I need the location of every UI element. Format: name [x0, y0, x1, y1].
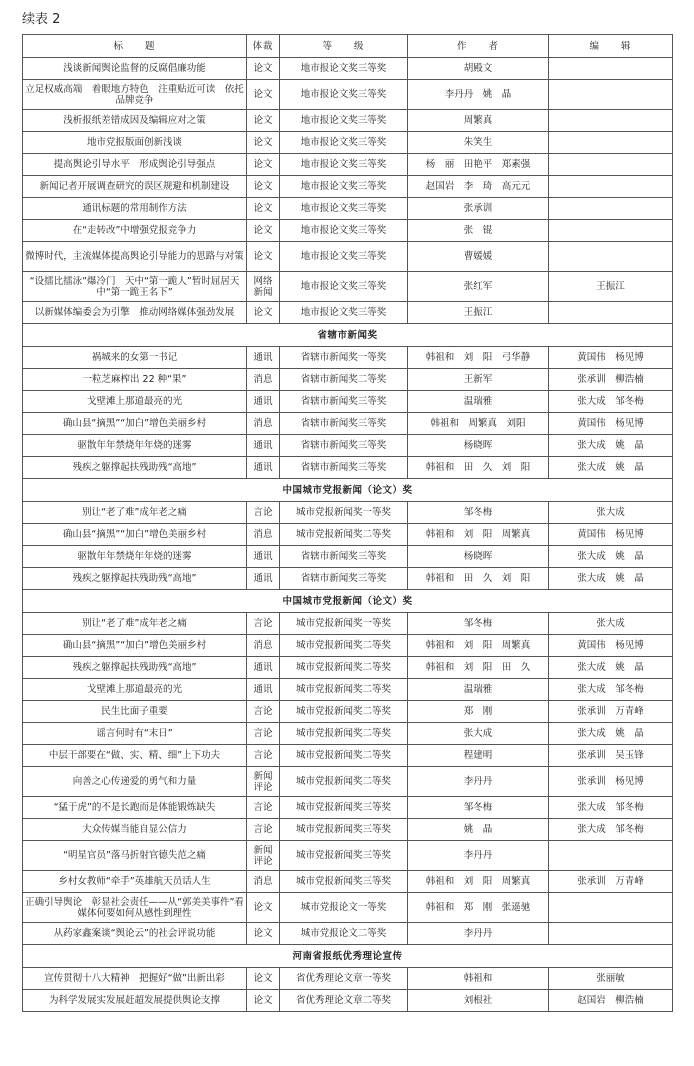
cell-editor: 王振江 — [549, 272, 673, 302]
cell-author: 张红军 — [408, 272, 549, 302]
cell-author: 韩祖和 — [408, 968, 549, 990]
cell-genre: 消息 — [247, 635, 280, 657]
cell-title: 残疾之躯撑起扶残助残“高地” — [23, 457, 247, 479]
cell-editor — [549, 242, 673, 272]
cell-grade: 城市党报新闻奖一等奖 — [280, 613, 408, 635]
cell-author: 杨 丽 田艳平 郑素强 — [408, 154, 549, 176]
cell-editor: 张大成 — [549, 502, 673, 524]
table-row — [23, 841, 673, 871]
cell-editor — [549, 58, 673, 80]
awards-table — [22, 34, 673, 1012]
table-row — [23, 546, 673, 568]
cell-genre: 论文 — [247, 968, 280, 990]
cell-author: 韩祖和 田 久 刘 阳 — [408, 568, 549, 590]
table-row — [23, 457, 673, 479]
cell-title: 为科学发展实发展赶超发展提供舆论支撑 — [23, 990, 247, 1012]
header-genre: 体裁 — [247, 35, 280, 58]
cell-grade: 城市党报新闻奖一等奖 — [280, 502, 408, 524]
cell-author: 张大成 — [408, 723, 549, 745]
table-row — [23, 797, 673, 819]
cell-author: 韩祖和 刘 阳 周繁真 — [408, 871, 549, 893]
cell-editor — [549, 302, 673, 324]
cell-genre: 论文 — [247, 923, 280, 945]
table-body — [23, 58, 673, 1012]
cell-author: 韩祖和 刘 阳 周繁真 — [408, 635, 549, 657]
cell-title: 祸城来的女第一书记 — [23, 347, 247, 369]
cell-genre: 论文 — [247, 110, 280, 132]
cell-title: 向善之心传递爱的勇气和力量 — [23, 767, 247, 797]
cell-author: 韩祖和 周繁真 刘阳 — [408, 413, 549, 435]
cell-editor: 张大成 邹冬梅 — [549, 797, 673, 819]
cell-genre: 消息 — [247, 524, 280, 546]
section-row — [23, 324, 673, 347]
cell-genre: 通讯 — [247, 391, 280, 413]
table-row — [23, 198, 673, 220]
cell-editor: 张大成 姚 晶 — [549, 435, 673, 457]
table-row — [23, 871, 673, 893]
cell-title: “明星官员”落马折射官德失范之痛 — [23, 841, 247, 871]
cell-author: 张承训 — [408, 198, 549, 220]
cell-author: 赵国岩 李 琦 高元元 — [408, 176, 549, 198]
cell-genre: 论文 — [247, 242, 280, 272]
cell-title: 在“走转改”中增强党报竞争力 — [23, 220, 247, 242]
table-row — [23, 723, 673, 745]
table-row — [23, 176, 673, 198]
cell-grade: 城市党报新闻奖二等奖 — [280, 657, 408, 679]
cell-genre: 通讯 — [247, 657, 280, 679]
section-title: 河南省报纸优秀理论宣传 — [23, 945, 673, 968]
cell-genre: 通讯 — [247, 435, 280, 457]
cell-editor: 张承训 万青峰 — [549, 701, 673, 723]
cell-grade: 省辖市新闻奖一等奖 — [280, 347, 408, 369]
cell-title: 提高舆论引导水平 形成舆论引导强点 — [23, 154, 247, 176]
cell-editor: 张大成 邹冬梅 — [549, 679, 673, 701]
cell-grade: 城市党报论文二等奖 — [280, 923, 408, 945]
cell-title: 驱散年年禁烧年年烧的迷雾 — [23, 435, 247, 457]
cell-author: 温瑞雅 — [408, 679, 549, 701]
cell-title: “设擂比擂泳”爆冷门 天中“第一跪人”暂时屈居天中“第一跪王名下” — [23, 272, 247, 302]
cell-grade: 地市报论文奖三等奖 — [280, 80, 408, 110]
cell-author: 邹冬梅 — [408, 797, 549, 819]
cell-genre: 通讯 — [247, 546, 280, 568]
cell-editor: 赵国岩 柳浩楠 — [549, 990, 673, 1012]
cell-genre: 言论 — [247, 819, 280, 841]
table-row — [23, 613, 673, 635]
cell-grade: 城市党报新闻奖二等奖 — [280, 701, 408, 723]
table-row — [23, 369, 673, 391]
cell-author: 程建明 — [408, 745, 549, 767]
cell-editor — [549, 176, 673, 198]
cell-title: 浅析报纸差错成因及编辑应对之策 — [23, 110, 247, 132]
cell-genre: 网络新闻 — [247, 272, 280, 302]
cell-author: 杨晓晖 — [408, 546, 549, 568]
cell-author: 邹冬梅 — [408, 613, 549, 635]
cell-title: 残疾之躯撑起扶残助残“高地” — [23, 657, 247, 679]
table-row — [23, 657, 673, 679]
cell-title: 别让“老了难”成年老之痛 — [23, 502, 247, 524]
cell-title: 别让“老了难”成年老之痛 — [23, 613, 247, 635]
section-row — [23, 590, 673, 613]
cell-author: 韩祖和 刘 阳 弓华静 — [408, 347, 549, 369]
cell-title: 驱散年年禁烧年年烧的迷雾 — [23, 546, 247, 568]
cell-title: 微博时代，主流媒体提高舆论引导能力的思路与对策 — [23, 242, 247, 272]
cell-grade: 省辖市新闻奖二等奖 — [280, 369, 408, 391]
cell-grade: 省优秀理论文章二等奖 — [280, 990, 408, 1012]
cell-editor: 张承训 万青峰 — [549, 871, 673, 893]
section-title: 中国城市党报新闻（论文）奖 — [23, 479, 673, 502]
cell-author: 曹媛媛 — [408, 242, 549, 272]
cell-grade: 省优秀理论文章一等奖 — [280, 968, 408, 990]
cell-editor — [549, 198, 673, 220]
cell-genre: 论文 — [247, 132, 280, 154]
table-row — [23, 272, 673, 302]
cell-editor — [549, 154, 673, 176]
header-title: 标 题 — [23, 35, 247, 58]
cell-editor — [549, 841, 673, 871]
cell-editor: 张大成 — [549, 613, 673, 635]
cell-grade: 省辖市新闻奖三等奖 — [280, 413, 408, 435]
cell-genre: 言论 — [247, 502, 280, 524]
cell-genre: 消息 — [247, 369, 280, 391]
table-row — [23, 302, 673, 324]
cell-genre: 通讯 — [247, 457, 280, 479]
cell-title: 从药家鑫案谈“舆论云”的社会评说功能 — [23, 923, 247, 945]
cell-genre: 言论 — [247, 745, 280, 767]
table-row — [23, 745, 673, 767]
cell-genre: 论文 — [247, 80, 280, 110]
cell-editor: 张大成 邹冬梅 — [549, 391, 673, 413]
cell-author: 李丹丹 — [408, 841, 549, 871]
cell-grade: 城市党报新闻奖二等奖 — [280, 679, 408, 701]
section-row — [23, 479, 673, 502]
cell-author: 张 锟 — [408, 220, 549, 242]
cell-genre: 消息 — [247, 413, 280, 435]
cell-title: 立足权威高端 着眼地方特色 注重贴近可读 依托品牌竞争 — [23, 80, 247, 110]
cell-title: 残疾之躯撑起扶残助残“高地” — [23, 568, 247, 590]
cell-genre: 论文 — [247, 58, 280, 80]
cell-title: “猛于虎”的不是长跑而是体能锻炼缺失 — [23, 797, 247, 819]
cell-genre: 论文 — [247, 176, 280, 198]
table-row — [23, 701, 673, 723]
cell-author: 周繁真 — [408, 110, 549, 132]
cell-editor: 张大成 姚 晶 — [549, 723, 673, 745]
table-caption: 续表 2 — [22, 12, 61, 27]
cell-author: 韩祖和 刘 阳 田 久 — [408, 657, 549, 679]
header-author: 作 者 — [408, 35, 549, 58]
table-row — [23, 990, 673, 1012]
table-row — [23, 767, 673, 797]
cell-title: 确山县“摘黑”“加白”增色美丽乡村 — [23, 413, 247, 435]
cell-grade: 城市党报新闻奖三等奖 — [280, 841, 408, 871]
table-row — [23, 819, 673, 841]
cell-title: 正确引导舆论 彰显社会责任——从“郭美美事件”看媒体何要如何从感性到理性 — [23, 893, 247, 923]
cell-title: 地市党报版面创新浅谈 — [23, 132, 247, 154]
table-row — [23, 347, 673, 369]
table-row — [23, 435, 673, 457]
table-row — [23, 132, 673, 154]
cell-title: 中层干部要在“做、实、精、细”上下功夫 — [23, 745, 247, 767]
cell-grade: 省辖市新闻奖三等奖 — [280, 457, 408, 479]
table-row — [23, 110, 673, 132]
cell-title: 戈壁滩上那道最亮的光 — [23, 679, 247, 701]
cell-grade: 地市报论文奖三等奖 — [280, 302, 408, 324]
cell-grade: 城市党报新闻奖三等奖 — [280, 819, 408, 841]
cell-author: 郑 刚 — [408, 701, 549, 723]
cell-editor: 张承训 吴玉锋 — [549, 745, 673, 767]
cell-editor: 张丽敏 — [549, 968, 673, 990]
cell-genre: 新闻评论 — [247, 767, 280, 797]
cell-editor: 黄国伟 杨见博 — [549, 524, 673, 546]
cell-grade: 地市报论文奖三等奖 — [280, 272, 408, 302]
cell-author: 温瑞雅 — [408, 391, 549, 413]
table-row — [23, 568, 673, 590]
cell-grade: 地市报论文奖三等奖 — [280, 110, 408, 132]
cell-genre: 言论 — [247, 701, 280, 723]
cell-title: 新闻记者开展调查研究的误区规避和机制建设 — [23, 176, 247, 198]
cell-title: 确山县“摘黑”“加白”增色美丽乡村 — [23, 524, 247, 546]
table-row — [23, 893, 673, 923]
table-row — [23, 154, 673, 176]
cell-title: 谣言何时有“末日” — [23, 723, 247, 745]
table-row — [23, 968, 673, 990]
cell-genre: 通讯 — [247, 347, 280, 369]
cell-genre: 论文 — [247, 302, 280, 324]
header-grade: 等 级 — [280, 35, 408, 58]
cell-editor — [549, 110, 673, 132]
cell-genre: 论文 — [247, 893, 280, 923]
cell-editor — [549, 923, 673, 945]
cell-grade: 城市党报新闻奖三等奖 — [280, 797, 408, 819]
table-row — [23, 242, 673, 272]
cell-grade: 城市党报新闻奖二等奖 — [280, 635, 408, 657]
cell-title: 民生比面子重要 — [23, 701, 247, 723]
table-row — [23, 80, 673, 110]
section-title: 省辖市新闻奖 — [23, 324, 673, 347]
table-row — [23, 502, 673, 524]
cell-genre: 论文 — [247, 154, 280, 176]
cell-grade: 城市党报新闻奖二等奖 — [280, 723, 408, 745]
cell-author: 韩祖和 田 久 刘 阳 — [408, 457, 549, 479]
cell-editor: 张大成 姚 晶 — [549, 457, 673, 479]
table-row — [23, 679, 673, 701]
cell-genre: 通讯 — [247, 568, 280, 590]
cell-grade: 城市党报新闻奖二等奖 — [280, 745, 408, 767]
cell-author: 杨晓晖 — [408, 435, 549, 457]
cell-author: 李丹丹 — [408, 923, 549, 945]
cell-grade: 城市党报新闻奖三等奖 — [280, 871, 408, 893]
cell-author: 李丹丹 — [408, 767, 549, 797]
cell-title: 一粒芝麻榨出 22 种“果” — [23, 369, 247, 391]
cell-title: 通讯标题的常用制作方法 — [23, 198, 247, 220]
cell-author: 邹冬梅 — [408, 502, 549, 524]
cell-editor — [549, 132, 673, 154]
cell-genre: 言论 — [247, 613, 280, 635]
cell-editor — [549, 80, 673, 110]
cell-grade: 城市党报新闻奖二等奖 — [280, 524, 408, 546]
cell-grade: 地市报论文奖三等奖 — [280, 58, 408, 80]
cell-editor: 张大成 姚 晶 — [549, 546, 673, 568]
cell-genre: 通讯 — [247, 679, 280, 701]
cell-title: 确山县“摘黑”“加白”增色美丽乡村 — [23, 635, 247, 657]
cell-title: 浅谈新闻舆论监督的反腐倡廉功能 — [23, 58, 247, 80]
cell-grade: 城市党报论文一等奖 — [280, 893, 408, 923]
cell-author: 王新军 — [408, 369, 549, 391]
cell-author: 李丹丹 姚 晶 — [408, 80, 549, 110]
cell-genre: 论文 — [247, 198, 280, 220]
cell-grade: 城市党报新闻奖二等奖 — [280, 767, 408, 797]
cell-editor: 张大成 邹冬梅 — [549, 819, 673, 841]
cell-grade: 省辖市新闻奖三等奖 — [280, 391, 408, 413]
cell-editor: 黄国伟 杨见博 — [549, 413, 673, 435]
cell-grade: 地市报论文奖三等奖 — [280, 242, 408, 272]
cell-author: 姚 晶 — [408, 819, 549, 841]
cell-grade: 省辖市新闻奖三等奖 — [280, 546, 408, 568]
cell-grade: 地市报论文奖三等奖 — [280, 220, 408, 242]
cell-grade: 省辖市新闻奖三等奖 — [280, 568, 408, 590]
cell-editor: 张承训 杨见博 — [549, 767, 673, 797]
cell-editor: 黄国伟 杨见博 — [549, 635, 673, 657]
cell-genre: 新闻评论 — [247, 841, 280, 871]
header-editor: 编 辑 — [549, 35, 673, 58]
cell-title: 宣传贯彻十八大精神 把握好“做”出新出彩 — [23, 968, 247, 990]
table-row — [23, 220, 673, 242]
cell-grade: 地市报论文奖三等奖 — [280, 176, 408, 198]
cell-editor: 张承训 柳浩楠 — [549, 369, 673, 391]
cell-editor — [549, 220, 673, 242]
cell-genre: 言论 — [247, 723, 280, 745]
cell-title: 大众传媒当能自显公信力 — [23, 819, 247, 841]
cell-author: 胡殿文 — [408, 58, 549, 80]
cell-grade: 地市报论文奖三等奖 — [280, 154, 408, 176]
cell-grade: 地市报论文奖三等奖 — [280, 132, 408, 154]
cell-grade: 省辖市新闻奖三等奖 — [280, 435, 408, 457]
section-title: 中国城市党报新闻（论文）奖 — [23, 590, 673, 613]
cell-genre: 论文 — [247, 220, 280, 242]
cell-genre: 言论 — [247, 797, 280, 819]
cell-editor: 张大成 姚 晶 — [549, 657, 673, 679]
cell-editor — [549, 893, 673, 923]
cell-author: 王振江 — [408, 302, 549, 324]
section-row — [23, 945, 673, 968]
cell-title: 戈壁滩上那道最亮的光 — [23, 391, 247, 413]
cell-title: 以新媒体编委会为引擎 推动网络媒体强劲发展 — [23, 302, 247, 324]
table-row — [23, 524, 673, 546]
cell-grade: 地市报论文奖三等奖 — [280, 198, 408, 220]
header-row — [23, 35, 673, 58]
cell-author: 朱笑生 — [408, 132, 549, 154]
table-row — [23, 391, 673, 413]
table-row — [23, 635, 673, 657]
cell-author: 刘根社 — [408, 990, 549, 1012]
cell-title: 乡村女教师“牵手”英雄航天员话人生 — [23, 871, 247, 893]
table-row — [23, 923, 673, 945]
cell-editor: 张大成 姚 晶 — [549, 568, 673, 590]
cell-genre: 消息 — [247, 871, 280, 893]
cell-author: 韩祖和 刘 阳 周繁真 — [408, 524, 549, 546]
table-row — [23, 58, 673, 80]
cell-author: 韩祖和 郑 刚 张遥驰 — [408, 893, 549, 923]
table-row — [23, 413, 673, 435]
cell-genre: 论文 — [247, 990, 280, 1012]
cell-editor: 黄国伟 杨见博 — [549, 347, 673, 369]
